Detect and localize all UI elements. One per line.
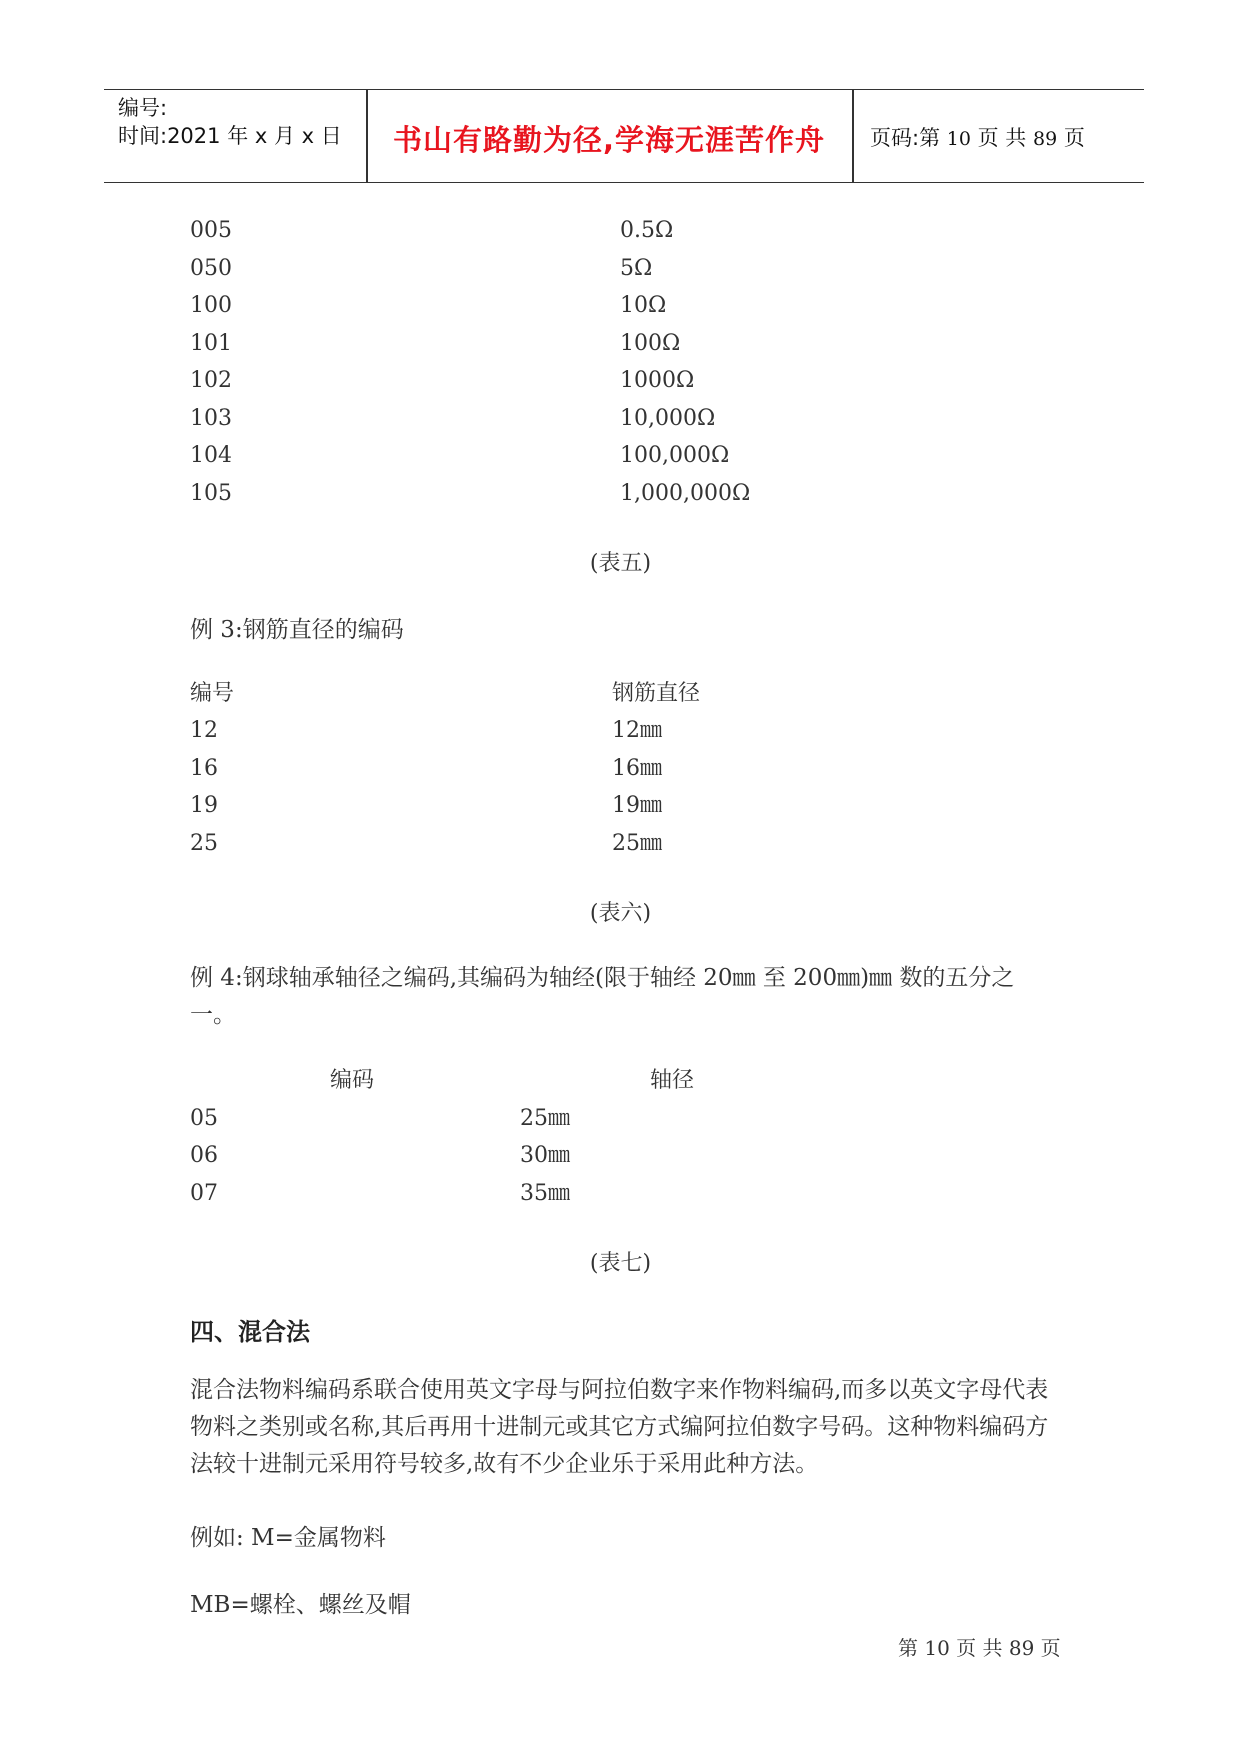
table-7-caption: (表七) xyxy=(589,1251,652,1276)
table-6-caption: (表六) xyxy=(589,901,652,926)
header-number-label: 编号: xyxy=(118,96,168,120)
table-5-code: 050 xyxy=(190,256,232,281)
table-7-value: 35㎜ xyxy=(520,1181,570,1206)
table-6-value: 25㎜ xyxy=(612,831,662,856)
example-4-title: 例 4:钢球轴承轴径之编码,其编码为轴经(限于轴经 20㎜ 至 200㎜)㎜ 数的五分之一。 xyxy=(190,965,1015,1028)
table-5-caption: (表五) xyxy=(589,551,652,576)
table-5-value: 5Ω xyxy=(620,256,653,281)
table-6-code: 19 xyxy=(190,793,218,818)
header-page-info xyxy=(870,122,1085,152)
header-page-prefix: 页码:第 xyxy=(870,126,947,150)
header-page-num: 10 xyxy=(946,128,971,150)
table-7-value: 30㎜ xyxy=(520,1143,570,1168)
table-5-value: 1,000,000Ω xyxy=(620,481,751,506)
table-6-code: 25 xyxy=(190,831,218,856)
table-5-code: 005 xyxy=(190,218,232,243)
header-page-mid: 页 共 xyxy=(970,126,1033,150)
table-7-code: 07 xyxy=(190,1181,218,1206)
table-7-header-code: 编码 xyxy=(330,1068,375,1093)
table-5-code: 104 xyxy=(190,443,232,468)
section-paragraph: 混合法物料编码系联合使用英文字母与阿拉伯数字来作物料编码,而多以英文字母代表物料之类别或名称,其后再用十进制元或其它方式编阿拉伯数字号码。这种物料编码方法较十进制元采用符号较多,故有不少企业乐于采用此种方法。 xyxy=(190,1377,1049,1477)
header-time-label: 时间:2021 年 x 月 x 日 xyxy=(118,124,342,148)
table-5-value: 10Ω xyxy=(620,293,667,318)
table-5-value: 100,000Ω xyxy=(620,443,730,468)
example-3-title: 例 3:钢筋直径的编码 xyxy=(190,617,404,643)
table-5-code: 100 xyxy=(190,293,232,318)
table-7-value: 25㎜ xyxy=(520,1106,570,1131)
table-5-value: 10,000Ω xyxy=(620,406,716,431)
table-5-value: 100Ω xyxy=(620,331,681,356)
header-divider xyxy=(852,90,854,182)
table-6-code: 12 xyxy=(190,718,218,743)
table-5-value: 1000Ω xyxy=(620,368,695,393)
header-motto: 书山有路勤为径,学海无涯苦作舟 xyxy=(392,123,826,157)
table-7-code: 06 xyxy=(190,1143,218,1168)
table-7-header-value: 轴径 xyxy=(650,1068,695,1093)
table-5-code: 103 xyxy=(190,406,232,431)
table-5-code: 101 xyxy=(190,331,232,356)
header-page-suffix: 页 xyxy=(1057,126,1085,150)
page-header xyxy=(104,89,1144,183)
table-7-code: 05 xyxy=(190,1106,218,1131)
page-footer: 第 10 页 共 89 页 xyxy=(898,1636,1061,1660)
table-6-value: 19㎜ xyxy=(612,793,662,818)
table-5-code: 105 xyxy=(190,481,232,506)
section-example: 例如: M=金属物料 xyxy=(190,1525,386,1551)
header-page-total: 89 xyxy=(1032,128,1058,150)
table-6-code: 16 xyxy=(190,756,218,781)
table-6-header-code: 编号 xyxy=(190,681,235,706)
header-meta xyxy=(118,94,342,150)
table-5-value: 0.5Ω xyxy=(620,218,674,243)
table-6-header-value: 钢筋直径 xyxy=(612,681,701,706)
table-6-value: 12㎜ xyxy=(612,718,662,743)
table-5-code: 102 xyxy=(190,368,232,393)
table-6-value: 16㎜ xyxy=(612,756,662,781)
section-heading: 四、混合法 xyxy=(190,1318,310,1346)
section-example-2: MB=螺栓、螺丝及帽 xyxy=(190,1592,411,1618)
